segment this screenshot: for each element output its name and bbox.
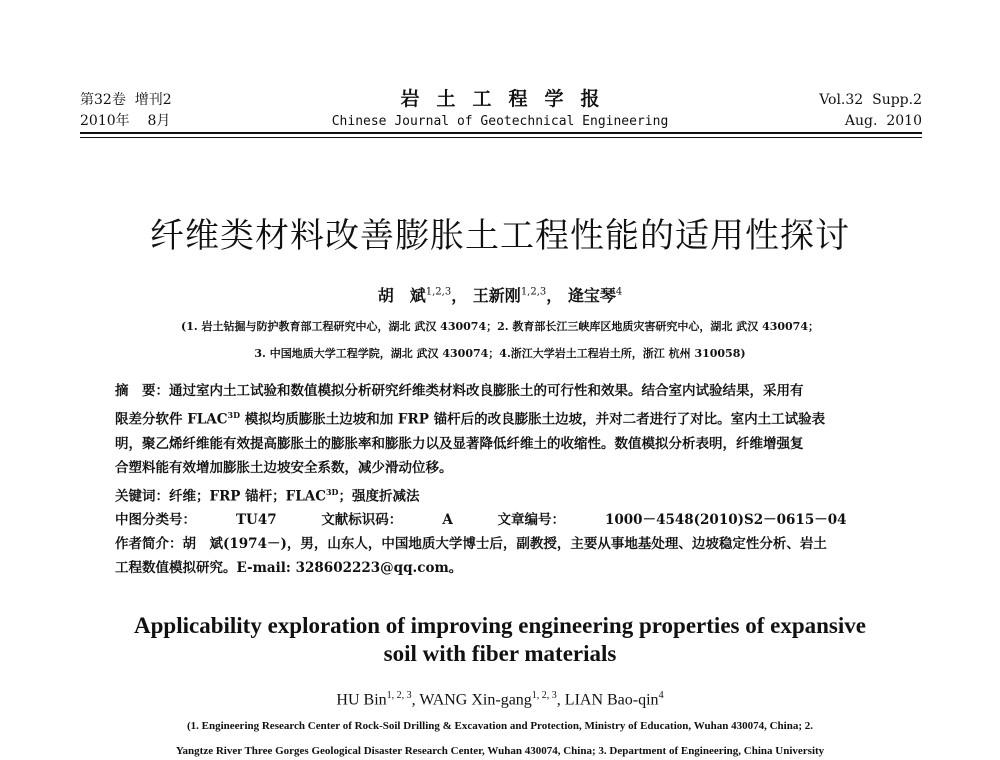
author-sup: 4	[658, 690, 664, 701]
abstract-block	[115, 379, 890, 580]
author-cn: 王新刚	[472, 286, 521, 305]
keywords-line	[115, 480, 890, 509]
paper-title-cn: 纤维类材料改善膨胀土工程性能的适用性探讨	[150, 216, 850, 256]
author-intro-line: 工程数值模拟研究。E-mail: 328602223@qq.com。	[115, 560, 463, 576]
header-rule-thick	[80, 132, 922, 134]
author-sup: 1, 2, 3	[531, 690, 557, 701]
author-sup: 1,2,3	[425, 286, 452, 298]
author-intro-text: 胡 斌(1974－)，男，山东人，中国地质大学博士后，副教授，主要从事地基处理、边坡稳定性分析、岩土	[182, 536, 827, 552]
doc-code-value: A	[442, 512, 453, 528]
authors-cn: 胡 斌$^{1,2,3}$， 王新刚$^{1,2,3}$， 逄宝琴$^4$	[377, 286, 623, 305]
author-sup: 1, 2, 3	[386, 690, 412, 701]
month-cn: 8月	[147, 113, 171, 129]
article-no-item	[498, 512, 847, 528]
running-header-right	[819, 91, 922, 130]
author-intro-line	[115, 532, 890, 556]
doc-code-label: 文献标识码：	[321, 512, 403, 528]
authors-en	[0, 690, 1000, 709]
paper-title-en	[0, 612, 1000, 668]
abstract-line	[115, 379, 890, 403]
keywords-text: 纤维；FRP 锚杆；FLAC	[169, 488, 326, 504]
keywords-label: 关键词：	[115, 488, 169, 504]
abstract-text: 模拟均质膨胀土边坡和加 FRP 锚杆后的改良膨胀土边坡，并对二者进行了对比。室内土工试验表	[240, 411, 826, 428]
title-en-line: Applicability exploration of improving engineering properties of expansive	[134, 613, 866, 638]
journal-name-cn: 岩土工程学报	[400, 88, 617, 110]
superscript: 3D	[325, 486, 339, 497]
article-no-value: 1000－4548(2010)S2－0615－04	[605, 512, 847, 528]
author-en: , LIAN Bao-qin	[556, 691, 659, 709]
clc-label: 中图分类号：	[115, 512, 196, 528]
affiliation-en-line: (1. Engineering Research Center of Rock-Soil Drilling & Excavation and Protection, Ministry of Education, Wuhan 430074, China; 2.	[187, 720, 813, 732]
abstract-line: 明，聚乙烯纤维能有效提高膨胀土的膨胀率和膨胀力以及显著降低纤维土的收缩性。数值模拟分析表明，纤维增强复	[115, 435, 804, 452]
year-cn: 2010年	[80, 113, 130, 129]
classification-line	[115, 508, 890, 532]
author-en: HU Bin	[336, 691, 387, 709]
date-en: Aug. 2010	[844, 113, 922, 129]
clc-item	[115, 512, 277, 528]
doc-code-item	[321, 512, 452, 528]
superscript: 3D	[227, 410, 241, 420]
author-en: , WANG Xin-gang	[411, 691, 532, 709]
supplement-cn: 增刊2	[134, 92, 172, 108]
abstract-label: 摘 要：	[115, 383, 169, 399]
author-sup: 1,2,3	[520, 286, 547, 298]
author-cn: 胡 斌	[377, 286, 426, 305]
title-en-line: soil with fiber materials	[383, 641, 617, 666]
keywords-text: ；强度折减法	[338, 488, 420, 504]
volume-cn: 第32卷	[80, 92, 126, 108]
journal-name-en: Chinese Journal of Geotechnical Engineering	[331, 114, 669, 129]
abstract-line	[115, 403, 890, 432]
author-intro-label: 作者简介：	[115, 536, 183, 552]
clc-value: TU47	[236, 512, 277, 528]
affiliation-cn-line: 3. 中国地质大学工程学院，湖北 武汉 430074；4.浙江大学岩土工程岩土所，浙江 杭州 310058)	[254, 347, 746, 360]
article-no-label: 文章编号：	[497, 512, 565, 528]
affiliation-cn-line: (1. 岩土钻掘与防护教育部工程研究中心，湖北 武汉 430074；2. 教育部长江三峡库区地质灾害研究中心，湖北 武汉 430074；	[181, 320, 819, 333]
author-cn: 逄宝琴	[567, 286, 616, 305]
header-rule-thin	[80, 137, 922, 138]
volume-en: Vol.32 Supp.2	[819, 92, 922, 108]
affiliation-en-line: Yangtze River Three Gorges Geological Disaster Research Center, Wuhan 430074, China; 3. Department of Engineering, China University	[175, 745, 825, 757]
abstract-text: 通过室内土工试验和数值模拟分析研究纤维类材料改良膨胀土的可行性和效果。结合室内试验结果，采用有	[169, 383, 804, 399]
author-sup: 4	[615, 286, 623, 298]
abstract-line: 合塑料能有效增加膨胀土边坡安全系数，减少滑动位移。	[115, 459, 453, 476]
abstract-text: 限差分软件 FLAC	[115, 411, 228, 428]
